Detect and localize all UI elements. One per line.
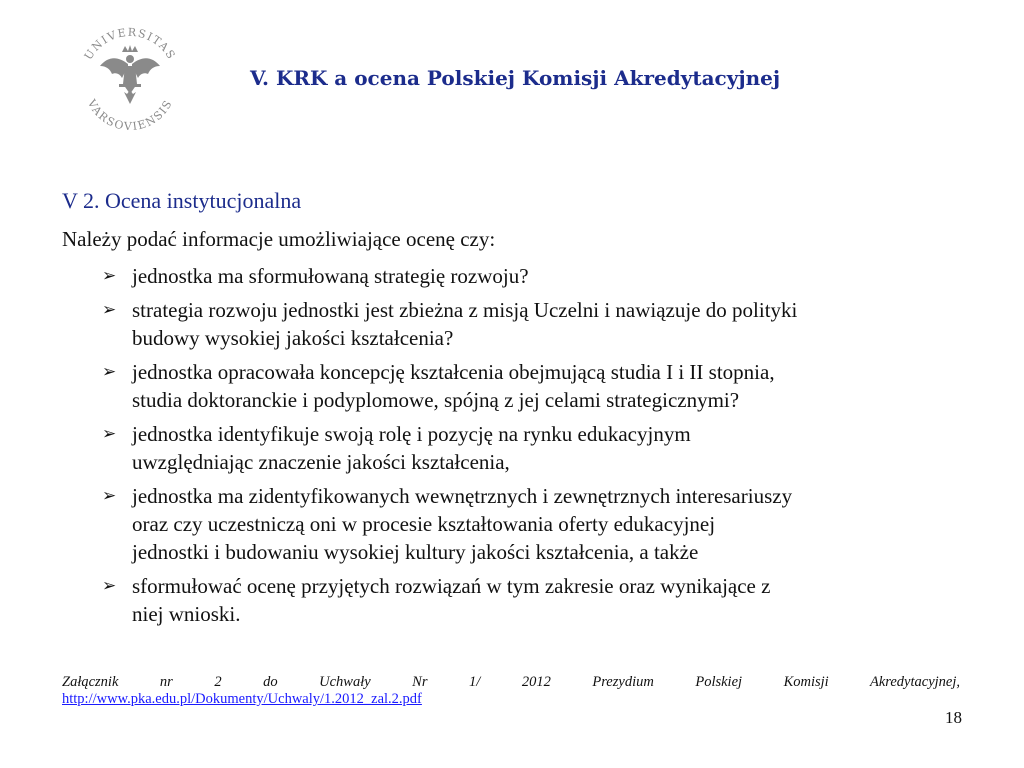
bullet-line: uwzględniając znaczenie jakości kształcenia, (132, 450, 510, 474)
bullet-line: jednostki i budowaniu wysokiej kultury jakości kształcenia, a także (132, 540, 699, 564)
list-item (100, 262, 980, 290)
arrow-bullet-icon: ➢ (102, 300, 117, 320)
logo-ring-top-text: UNIVERSITAS (81, 25, 179, 63)
footnote (62, 674, 960, 708)
bullet-list (100, 262, 980, 634)
footnote-link[interactable]: http://www.pka.edu.pl/Dokumenty/Uchwaly/1.2012_zal.2.pdf (62, 691, 422, 707)
slide-title: V. KRK a ocena Polskiej Komisji Akredytacyjnej (250, 66, 781, 90)
eagle-icon (100, 45, 160, 104)
footnote-text: Załącznik nr 2 do Uchwały Nr 1/ 2012 Prezydium Polskiej Komisji Akredytacyjnej, (62, 674, 960, 690)
list-item (100, 572, 980, 628)
arrow-bullet-icon: ➢ (102, 266, 117, 286)
bullet-line: jednostka identyfikuje swoją rolę i pozycję na rynku edukacyjnym (132, 422, 691, 446)
arrow-bullet-icon: ➢ (102, 576, 117, 596)
university-logo (72, 22, 188, 138)
list-item (100, 296, 980, 352)
logo-ring-bottom-text: VARSOVIENSIS (84, 97, 176, 134)
bullet-line: strategia rozwoju jednostki jest zbieżna z misją Uczelni i nawiązuje do polityki (132, 298, 798, 322)
page-number: 18 (945, 708, 962, 727)
bullet-line: studia doktoranckie i podyplomowe, spójną z jej celami strategicznymi? (132, 388, 740, 412)
list-item (100, 482, 980, 566)
bullet-line: jednostka ma sformułowaną strategię rozwoju? (132, 264, 529, 288)
arrow-bullet-icon: ➢ (102, 424, 117, 444)
bullet-line: oraz czy uczestniczą oni w procesie kształtowania oferty edukacyjnej (132, 512, 716, 536)
arrow-bullet-icon: ➢ (102, 486, 117, 506)
section-heading: V 2. Ocena instytucjonalna (62, 188, 302, 213)
bullet-line: jednostka opracowała koncepcję kształcenia obejmującą studia I i II stopnia, (132, 360, 775, 384)
list-item (100, 358, 980, 414)
bullet-line: jednostka ma zidentyfikowanych wewnętrznych i zewnętrznych interesariuszy (132, 484, 793, 508)
bullet-line: niej wnioski. (132, 602, 241, 626)
arrow-bullet-icon: ➢ (102, 362, 117, 382)
list-item (100, 420, 980, 476)
intro-text: Należy podać informacje umożliwiające ocenę czy: (62, 227, 496, 251)
bullet-line: budowy wysokiej jakości kształcenia? (132, 326, 454, 350)
bullet-line: sformułować ocenę przyjętych rozwiązań w tym zakresie oraz wynikające z (132, 574, 771, 598)
